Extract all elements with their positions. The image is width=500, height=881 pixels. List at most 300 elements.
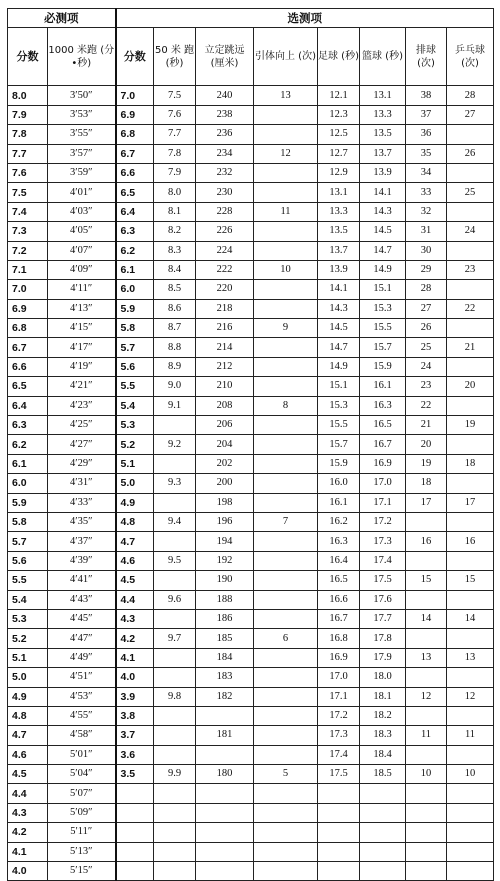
cell-volleyball (406, 668, 447, 687)
cell-score-2 (116, 784, 154, 803)
cell-basketball: 17.7 (360, 609, 406, 628)
cell-table-tennis (447, 125, 494, 144)
cell-score-2: 4.1 (116, 648, 154, 667)
table-row (8, 823, 494, 842)
table-row (8, 745, 494, 764)
cell-score-2: 5.8 (116, 319, 154, 338)
cell-pull-up (254, 803, 318, 822)
cell-score-1: 4.0 (8, 862, 48, 881)
cell-run-50m (154, 493, 196, 512)
cell-table-tennis (447, 784, 494, 803)
cell-basketball: 13.9 (360, 163, 406, 182)
cell-score-2: 6.5 (116, 183, 154, 202)
cell-basketball: 17.1 (360, 493, 406, 512)
cell-run-1000m: 5′15″ (48, 862, 116, 881)
cell-pull-up (254, 280, 318, 299)
cell-football (318, 803, 360, 822)
cell-run-1000m: 4′17″ (48, 338, 116, 357)
cell-pull-up (254, 823, 318, 842)
cell-football: 16.6 (318, 590, 360, 609)
cell-volleyball: 30 (406, 241, 447, 260)
cell-table-tennis: 23 (447, 260, 494, 279)
cell-standing-jump: 186 (196, 609, 254, 628)
cell-score-2: 3.6 (116, 745, 154, 764)
cell-standing-jump: 181 (196, 726, 254, 745)
cell-run-1000m: 4′45″ (48, 609, 116, 628)
cell-pull-up: 10 (254, 260, 318, 279)
cell-volleyball (406, 784, 447, 803)
cell-standing-jump: 184 (196, 648, 254, 667)
cell-standing-jump: 222 (196, 260, 254, 279)
cell-table-tennis (447, 629, 494, 648)
cell-score-1: 5.4 (8, 590, 48, 609)
cell-football: 16.0 (318, 474, 360, 493)
cell-volleyball: 22 (406, 396, 447, 415)
cell-score-1: 4.4 (8, 784, 48, 803)
cell-run-50m (154, 454, 196, 473)
cell-run-1000m: 4′07″ (48, 241, 116, 260)
cell-volleyball: 24 (406, 357, 447, 376)
cell-pull-up: 6 (254, 629, 318, 648)
table-row (8, 125, 494, 144)
cell-pull-up (254, 668, 318, 687)
cell-pull-up (254, 706, 318, 725)
cell-score-1: 6.9 (8, 299, 48, 318)
cell-pull-up (254, 648, 318, 667)
cell-standing-jump (196, 803, 254, 822)
cell-run-50m: 9.2 (154, 435, 196, 454)
col-header-score-1: 分数 (8, 28, 48, 86)
cell-run-50m: 7.8 (154, 144, 196, 163)
cell-table-tennis: 16 (447, 532, 494, 551)
cell-run-50m: 7.5 (154, 86, 196, 105)
cell-run-1000m: 4′35″ (48, 512, 116, 531)
cell-basketball: 15.9 (360, 357, 406, 376)
col-header-football: 足球 (秒) (318, 28, 360, 86)
col-header-50m-run: 50 米 跑 (秒) (154, 28, 196, 86)
cell-score-2: 4.3 (116, 609, 154, 628)
cell-run-50m: 7.7 (154, 125, 196, 144)
cell-volleyball: 18 (406, 474, 447, 493)
table-row (8, 648, 494, 667)
table-row (8, 687, 494, 706)
cell-volleyball (406, 512, 447, 531)
cell-table-tennis (447, 745, 494, 764)
cell-pull-up (254, 125, 318, 144)
table-row (8, 163, 494, 182)
cell-score-2: 6.6 (116, 163, 154, 182)
cell-basketball: 17.0 (360, 474, 406, 493)
cell-volleyball: 13 (406, 648, 447, 667)
cell-basketball (360, 842, 406, 861)
cell-table-tennis (447, 862, 494, 881)
cell-football: 15.3 (318, 396, 360, 415)
table-row (8, 280, 494, 299)
cell-pull-up (254, 590, 318, 609)
cell-score-2: 6.9 (116, 105, 154, 124)
cell-table-tennis (447, 435, 494, 454)
cell-basketball (360, 823, 406, 842)
cell-basketball: 17.2 (360, 512, 406, 531)
cell-basketball: 14.5 (360, 222, 406, 241)
cell-table-tennis: 26 (447, 144, 494, 163)
cell-run-1000m: 3′55″ (48, 125, 116, 144)
cell-score-1: 7.4 (8, 202, 48, 221)
table-row (8, 86, 494, 105)
cell-score-1: 5.6 (8, 551, 48, 570)
cell-run-50m: 9.0 (154, 377, 196, 396)
cell-football: 16.1 (318, 493, 360, 512)
table-row (8, 532, 494, 551)
cell-standing-jump: 202 (196, 454, 254, 473)
cell-volleyball: 35 (406, 144, 447, 163)
cell-volleyball (406, 629, 447, 648)
cell-table-tennis (447, 280, 494, 299)
cell-volleyball: 23 (406, 377, 447, 396)
cell-run-50m: 9.4 (154, 512, 196, 531)
required-group-header: 必测项 (8, 9, 116, 28)
cell-football: 17.3 (318, 726, 360, 745)
cell-volleyball: 19 (406, 454, 447, 473)
cell-run-50m: 9.1 (154, 396, 196, 415)
cell-pull-up (254, 862, 318, 881)
cell-basketball: 15.7 (360, 338, 406, 357)
cell-score-2 (116, 842, 154, 861)
cell-volleyball: 11 (406, 726, 447, 745)
cell-volleyball: 10 (406, 765, 447, 784)
cell-score-2: 4.6 (116, 551, 154, 570)
cell-run-1000m: 4′49″ (48, 648, 116, 667)
table-row (8, 435, 494, 454)
cell-football: 16.2 (318, 512, 360, 531)
cell-standing-jump: 188 (196, 590, 254, 609)
cell-volleyball: 25 (406, 338, 447, 357)
cell-score-2: 3.9 (116, 687, 154, 706)
cell-basketball: 15.3 (360, 299, 406, 318)
cell-volleyball: 34 (406, 163, 447, 182)
cell-score-2: 5.9 (116, 299, 154, 318)
cell-standing-jump: 185 (196, 629, 254, 648)
table-row (8, 299, 494, 318)
cell-volleyball (406, 842, 447, 861)
cell-football: 13.5 (318, 222, 360, 241)
cell-pull-up (254, 222, 318, 241)
cell-run-50m (154, 571, 196, 590)
table-row (8, 183, 494, 202)
cell-basketball: 18.5 (360, 765, 406, 784)
table-row (8, 609, 494, 628)
cell-score-2: 3.8 (116, 706, 154, 725)
cell-score-1: 5.2 (8, 629, 48, 648)
cell-score-2: 4.5 (116, 571, 154, 590)
cell-football (318, 842, 360, 861)
cell-run-1000m: 4′09″ (48, 260, 116, 279)
cell-pull-up (254, 241, 318, 260)
cell-run-50m (154, 668, 196, 687)
cell-football (318, 784, 360, 803)
cell-pull-up (254, 454, 318, 473)
cell-table-tennis (447, 163, 494, 182)
cell-score-1: 5.8 (8, 512, 48, 531)
cell-run-1000m: 5′07″ (48, 784, 116, 803)
cell-table-tennis (447, 668, 494, 687)
cell-volleyball: 28 (406, 280, 447, 299)
cell-score-2: 3.5 (116, 765, 154, 784)
cell-pull-up (254, 474, 318, 493)
optional-group-header: 选测项 (116, 9, 494, 28)
cell-standing-jump: 214 (196, 338, 254, 357)
cell-football: 14.1 (318, 280, 360, 299)
cell-score-2: 5.4 (116, 396, 154, 415)
cell-standing-jump: 206 (196, 416, 254, 435)
cell-table-tennis (447, 396, 494, 415)
cell-basketball: 13.5 (360, 125, 406, 144)
cell-basketball: 15.5 (360, 319, 406, 338)
col-header-score-2: 分数 (116, 28, 154, 86)
cell-score-2 (116, 823, 154, 842)
cell-run-1000m: 3′53″ (48, 105, 116, 124)
cell-run-50m: 8.5 (154, 280, 196, 299)
cell-run-1000m: 4′15″ (48, 319, 116, 338)
cell-basketball: 16.9 (360, 454, 406, 473)
cell-run-50m: 9.8 (154, 687, 196, 706)
cell-standing-jump: 230 (196, 183, 254, 202)
cell-pull-up (254, 842, 318, 861)
cell-table-tennis: 19 (447, 416, 494, 435)
cell-score-2: 5.1 (116, 454, 154, 473)
cell-basketball: 13.7 (360, 144, 406, 163)
cell-score-2: 6.0 (116, 280, 154, 299)
cell-run-1000m: 3′57″ (48, 144, 116, 163)
cell-score-1: 6.7 (8, 338, 48, 357)
cell-basketball: 15.1 (360, 280, 406, 299)
cell-run-1000m: 4′25″ (48, 416, 116, 435)
cell-score-2: 5.5 (116, 377, 154, 396)
cell-score-1: 7.2 (8, 241, 48, 260)
cell-basketball: 16.3 (360, 396, 406, 415)
cell-score-1: 6.6 (8, 357, 48, 376)
cell-basketball: 17.9 (360, 648, 406, 667)
cell-score-2 (116, 803, 154, 822)
cell-run-1000m: 5′04″ (48, 765, 116, 784)
cell-standing-jump: 180 (196, 765, 254, 784)
cell-score-1: 6.2 (8, 435, 48, 454)
cell-standing-jump: 198 (196, 493, 254, 512)
cell-run-50m: 9.6 (154, 590, 196, 609)
table-row (8, 571, 494, 590)
cell-score-2: 4.8 (116, 512, 154, 531)
cell-run-50m: 9.3 (154, 474, 196, 493)
col-header-table-tennis: 乒乓球 (次) (447, 28, 494, 86)
cell-volleyball (406, 706, 447, 725)
cell-table-tennis (447, 241, 494, 260)
cell-football: 13.1 (318, 183, 360, 202)
cell-table-tennis: 15 (447, 571, 494, 590)
table-row (8, 551, 494, 570)
cell-basketball: 18.0 (360, 668, 406, 687)
cell-run-50m (154, 609, 196, 628)
cell-table-tennis: 11 (447, 726, 494, 745)
cell-volleyball: 27 (406, 299, 447, 318)
cell-table-tennis: 22 (447, 299, 494, 318)
cell-table-tennis: 24 (447, 222, 494, 241)
cell-score-1: 5.3 (8, 609, 48, 628)
cell-volleyball: 14 (406, 609, 447, 628)
col-header-pull-up: 引体向上 (次) (254, 28, 318, 86)
cell-run-50m: 8.9 (154, 357, 196, 376)
cell-pull-up: 8 (254, 396, 318, 415)
cell-football: 17.2 (318, 706, 360, 725)
cell-run-1000m: 5′13″ (48, 842, 116, 861)
cell-table-tennis (447, 823, 494, 842)
cell-run-1000m: 4′11″ (48, 280, 116, 299)
cell-volleyball: 29 (406, 260, 447, 279)
cell-volleyball: 15 (406, 571, 447, 590)
cell-run-50m (154, 745, 196, 764)
cell-table-tennis (447, 357, 494, 376)
cell-score-1: 4.6 (8, 745, 48, 764)
cell-run-1000m: 4′47″ (48, 629, 116, 648)
cell-standing-jump (196, 842, 254, 861)
cell-pull-up: 9 (254, 319, 318, 338)
cell-run-50m (154, 803, 196, 822)
table-row (8, 668, 494, 687)
col-header-standing-jump: 立定跳远 (厘米) (196, 28, 254, 86)
table-row (8, 222, 494, 241)
cell-table-tennis: 18 (447, 454, 494, 473)
cell-standing-jump: 240 (196, 86, 254, 105)
cell-run-50m: 8.3 (154, 241, 196, 260)
cell-table-tennis: 20 (447, 377, 494, 396)
cell-standing-jump: 234 (196, 144, 254, 163)
cell-standing-jump: 194 (196, 532, 254, 551)
cell-pull-up: 7 (254, 512, 318, 531)
cell-standing-jump: 183 (196, 668, 254, 687)
cell-football (318, 862, 360, 881)
cell-volleyball: 12 (406, 687, 447, 706)
cell-score-1: 5.7 (8, 532, 48, 551)
table-row (8, 803, 494, 822)
cell-score-1: 5.9 (8, 493, 48, 512)
cell-basketball: 17.8 (360, 629, 406, 648)
cell-football: 17.0 (318, 668, 360, 687)
cell-volleyball: 33 (406, 183, 447, 202)
cell-pull-up (254, 532, 318, 551)
cell-run-50m (154, 648, 196, 667)
cell-football: 17.5 (318, 765, 360, 784)
cell-score-2: 4.9 (116, 493, 154, 512)
cell-run-1000m: 4′37″ (48, 532, 116, 551)
cell-basketball: 14.1 (360, 183, 406, 202)
cell-score-1: 7.7 (8, 144, 48, 163)
table-row (8, 202, 494, 221)
table-row (8, 144, 494, 163)
cell-basketball: 13.3 (360, 105, 406, 124)
cell-score-2: 6.1 (116, 260, 154, 279)
cell-run-50m: 7.9 (154, 163, 196, 182)
cell-run-1000m: 5′11″ (48, 823, 116, 842)
table-row (8, 454, 494, 473)
cell-volleyball: 21 (406, 416, 447, 435)
cell-score-2: 3.7 (116, 726, 154, 745)
cell-table-tennis: 13 (447, 648, 494, 667)
cell-basketball: 16.1 (360, 377, 406, 396)
cell-run-50m: 7.6 (154, 105, 196, 124)
table-row (8, 319, 494, 338)
cell-standing-jump: 210 (196, 377, 254, 396)
cell-run-1000m: 4′23″ (48, 396, 116, 415)
cell-table-tennis (447, 319, 494, 338)
cell-football: 15.1 (318, 377, 360, 396)
cell-football: 14.9 (318, 357, 360, 376)
cell-table-tennis (447, 474, 494, 493)
cell-table-tennis (447, 842, 494, 861)
cell-basketball: 18.1 (360, 687, 406, 706)
cell-pull-up: 5 (254, 765, 318, 784)
cell-standing-jump: 216 (196, 319, 254, 338)
cell-run-50m: 8.8 (154, 338, 196, 357)
cell-score-1: 4.8 (8, 706, 48, 725)
table-row (8, 105, 494, 124)
cell-football: 16.9 (318, 648, 360, 667)
cell-football: 15.5 (318, 416, 360, 435)
cell-pull-up (254, 416, 318, 435)
table-row (8, 241, 494, 260)
cell-table-tennis (447, 706, 494, 725)
cell-run-1000m: 3′59″ (48, 163, 116, 182)
cell-score-2: 6.4 (116, 202, 154, 221)
cell-run-50m: 9.7 (154, 629, 196, 648)
cell-run-50m (154, 532, 196, 551)
cell-volleyball: 38 (406, 86, 447, 105)
cell-table-tennis (447, 202, 494, 221)
cell-football: 12.5 (318, 125, 360, 144)
cell-run-1000m: 4′55″ (48, 706, 116, 725)
score-table (7, 8, 494, 881)
cell-pull-up (254, 183, 318, 202)
cell-score-2: 6.8 (116, 125, 154, 144)
table-row (8, 493, 494, 512)
cell-score-1: 7.9 (8, 105, 48, 124)
cell-football: 16.4 (318, 551, 360, 570)
cell-standing-jump: 226 (196, 222, 254, 241)
cell-basketball: 13.1 (360, 86, 406, 105)
cell-football: 15.9 (318, 454, 360, 473)
table-row (8, 260, 494, 279)
cell-score-1: 6.5 (8, 377, 48, 396)
table-row (8, 377, 494, 396)
cell-basketball: 14.3 (360, 202, 406, 221)
cell-football: 17.4 (318, 745, 360, 764)
cell-basketball: 18.4 (360, 745, 406, 764)
cell-score-1: 6.0 (8, 474, 48, 493)
cell-volleyball: 36 (406, 125, 447, 144)
cell-run-1000m: 4′13″ (48, 299, 116, 318)
cell-table-tennis (447, 590, 494, 609)
cell-pull-up (254, 357, 318, 376)
cell-score-1: 6.3 (8, 416, 48, 435)
cell-football: 16.8 (318, 629, 360, 648)
cell-table-tennis: 21 (447, 338, 494, 357)
cell-score-1: 4.5 (8, 765, 48, 784)
cell-standing-jump: 182 (196, 687, 254, 706)
cell-volleyball: 20 (406, 435, 447, 454)
cell-score-2: 4.0 (116, 668, 154, 687)
cell-basketball: 18.2 (360, 706, 406, 725)
cell-standing-jump: 232 (196, 163, 254, 182)
cell-table-tennis: 28 (447, 86, 494, 105)
cell-run-1000m: 4′29″ (48, 454, 116, 473)
